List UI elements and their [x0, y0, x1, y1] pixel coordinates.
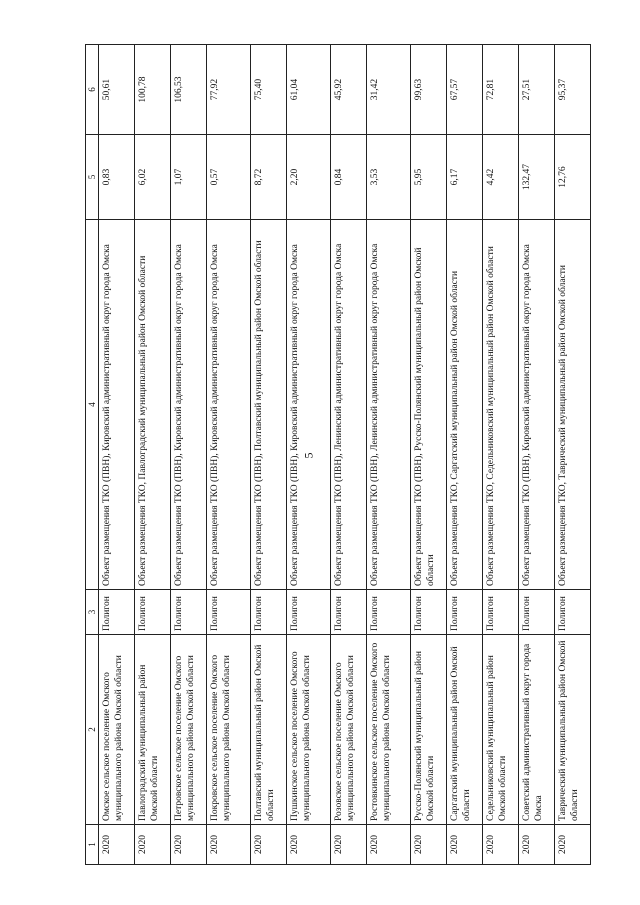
- municipality-cell: Пушкинское сельское поселение Омского муниципального района Омской области: [287, 635, 331, 825]
- type-cell: Полигон: [287, 590, 331, 635]
- type-cell: Полигон: [171, 590, 207, 635]
- value5-cell: 0,84: [331, 135, 367, 220]
- value6-cell: 72,81: [483, 45, 519, 135]
- table-row: [287, 45, 331, 865]
- type-cell: Полигон: [207, 590, 251, 635]
- value5-cell: 132,47: [519, 135, 555, 220]
- object-cell: Объект размещения ТКО (ПВН), Русско-Полянский муниципальный район Омской области: [411, 220, 447, 590]
- type-cell: Полигон: [99, 590, 135, 635]
- value5-cell: 6,17: [447, 135, 483, 220]
- year-cell: 2020: [519, 825, 555, 865]
- value5-cell: 1,07: [171, 135, 207, 220]
- object-cell: Объект размещения ТКО (ПВН), Полтавский муниципальный район Омской области: [251, 220, 287, 590]
- type-cell: Полигон: [331, 590, 367, 635]
- value6-cell: 61,04: [287, 45, 331, 135]
- municipality-cell: Полтавский муниципальный район Омской области: [251, 635, 287, 825]
- value5-cell: 2,20: [287, 135, 331, 220]
- year-cell: 2020: [99, 825, 135, 865]
- municipality-cell: Петровское сельское поселение Омского муниципального района Омской области: [171, 635, 207, 825]
- header-row: [86, 45, 99, 865]
- year-cell: 2020: [483, 825, 519, 865]
- object-cell: Объект размещения ТКО (ПВН), Кировский административный округ города Омска: [171, 220, 207, 590]
- object-cell: Объект размещения ТКО, Таврический муниципальный район Омской области: [555, 220, 591, 590]
- value6-cell: 31,42: [367, 45, 411, 135]
- value6-cell: 95,37: [555, 45, 591, 135]
- municipality-cell: Седельниковский муниципальный район Омской области: [483, 635, 519, 825]
- page-number: 5: [301, 452, 316, 459]
- table-row: [207, 45, 251, 865]
- value5-cell: 8,72: [251, 135, 287, 220]
- table-row: [251, 45, 287, 865]
- value6-cell: 75,40: [251, 45, 287, 135]
- municipality-cell: Розовское сельское поселение Омского муниципального района Омской области: [331, 635, 367, 825]
- value6-cell: 50,61: [99, 45, 135, 135]
- value6-cell: 45,92: [331, 45, 367, 135]
- object-cell: Объект размещения ТКО (ПВН), Кировский административный округ города Омска: [519, 220, 555, 590]
- value5-cell: 3,53: [367, 135, 411, 220]
- year-cell: 2020: [287, 825, 331, 865]
- object-cell: Объект размещения ТКО (ПВН), Кировский административный округ города Омска: [207, 220, 251, 590]
- municipality-cell: Ростовкинское сельское поселение Омского муниципального района Омской области: [367, 635, 411, 825]
- table-row: [447, 45, 483, 865]
- year-cell: 2020: [251, 825, 287, 865]
- table-row: [555, 45, 591, 865]
- object-cell: Объект размещения ТКО (ПВН), Кировский административный округ города Омска: [99, 220, 135, 590]
- value6-cell: 67,57: [447, 45, 483, 135]
- type-cell: Полигон: [483, 590, 519, 635]
- value6-cell: 27,51: [519, 45, 555, 135]
- column-header: 2: [86, 635, 99, 825]
- type-cell: Полигон: [447, 590, 483, 635]
- municipality-cell: Саргатский муниципальный район Омской области: [447, 635, 483, 825]
- year-cell: 2020: [367, 825, 411, 865]
- value6-cell: 106,53: [171, 45, 207, 135]
- type-cell: Полигон: [367, 590, 411, 635]
- table-row: [367, 45, 411, 865]
- year-cell: 2020: [555, 825, 591, 865]
- year-cell: 2020: [171, 825, 207, 865]
- type-cell: Полигон: [411, 590, 447, 635]
- table-row: [483, 45, 519, 865]
- type-cell: Полигон: [135, 590, 171, 635]
- value5-cell: 4,42: [483, 135, 519, 220]
- object-cell: Объект размещения ТКО (ПВН), Ленинский административный округ города Омска: [331, 220, 367, 590]
- value6-cell: 99,63: [411, 45, 447, 135]
- object-cell: Объект размещения ТКО, Седельниковский муниципальный район Омской области: [483, 220, 519, 590]
- object-cell: Объект размещения ТКО (ПВН), Кировский административный округ города Омска: [287, 220, 331, 590]
- rotated-table-area: [85, 45, 580, 865]
- municipality-cell: Русско-Полянский муниципальный район Омской области: [411, 635, 447, 825]
- value5-cell: 5,95: [411, 135, 447, 220]
- object-cell: Объект размещения ТКО, Саргатский муниципальный район Омской области: [447, 220, 483, 590]
- object-cell: Объект размещения ТКО, Павлоградский муниципальный район Омской области: [135, 220, 171, 590]
- year-cell: 2020: [207, 825, 251, 865]
- year-cell: 2020: [411, 825, 447, 865]
- value5-cell: 12,76: [555, 135, 591, 220]
- value6-cell: 100,78: [135, 45, 171, 135]
- municipality-cell: Таврический муниципальный район Омской области: [555, 635, 591, 825]
- table-row: [171, 45, 207, 865]
- column-header: 1: [86, 825, 99, 865]
- municipality-cell: Покровское сельское поселение Омского муниципального района Омской области: [207, 635, 251, 825]
- type-cell: Полигон: [555, 590, 591, 635]
- table-row: [519, 45, 555, 865]
- municipality-cell: Советский административный округ города Омска: [519, 635, 555, 825]
- value5-cell: 6,02: [135, 135, 171, 220]
- municipality-cell: Павлоградский муниципальный район Омской области: [135, 635, 171, 825]
- value5-cell: 0,83: [99, 135, 135, 220]
- column-header: 5: [86, 135, 99, 220]
- table-row: [99, 45, 135, 865]
- table-row: [135, 45, 171, 865]
- type-cell: Полигон: [251, 590, 287, 635]
- year-cell: 2020: [447, 825, 483, 865]
- table-row: [411, 45, 447, 865]
- object-cell: Объект размещения ТКО (ПВН), Ленинский административный округ города Омска: [367, 220, 411, 590]
- value5-cell: 0,57: [207, 135, 251, 220]
- waste-objects-table: [85, 44, 591, 865]
- year-cell: 2020: [135, 825, 171, 865]
- column-header: 4: [86, 220, 99, 590]
- table-canvas: [85, 45, 580, 865]
- value6-cell: 77,92: [207, 45, 251, 135]
- table-row: [331, 45, 367, 865]
- column-header: 6: [86, 45, 99, 135]
- municipality-cell: Омское сельское поселение Омского муниципального района Омской области: [99, 635, 135, 825]
- year-cell: 2020: [331, 825, 367, 865]
- type-cell: Полигон: [519, 590, 555, 635]
- column-header: 3: [86, 590, 99, 635]
